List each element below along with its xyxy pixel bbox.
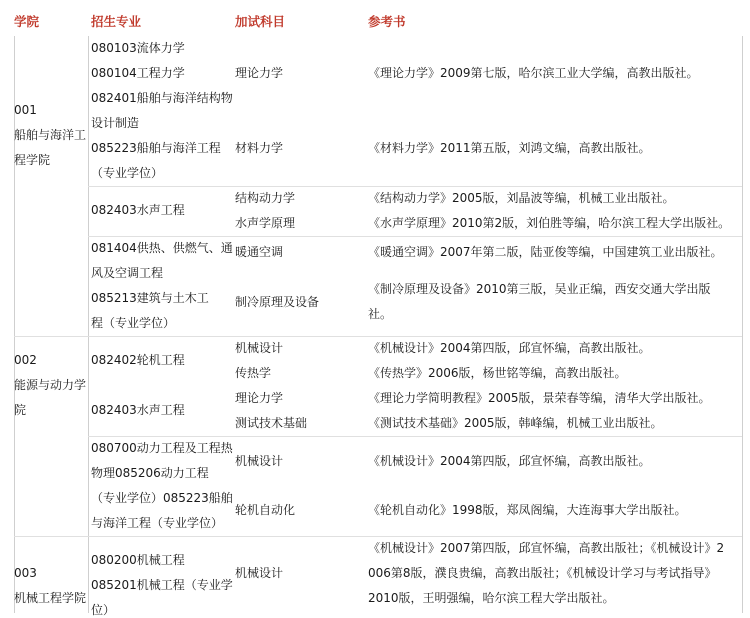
major-cell: 设计制造 bbox=[91, 116, 140, 130]
major-cell: 085201机械工程（专业学 bbox=[91, 578, 233, 592]
reference-book-cell: 《机械设计》2007第四版，邱宣怀编，高教出版社；《机械设计》2 bbox=[368, 541, 725, 555]
extra-subject-cell: 水声学原理 bbox=[235, 216, 296, 230]
reference-book-cell: 社。 bbox=[368, 307, 393, 321]
major-cell: 位） bbox=[91, 603, 116, 617]
reference-book-cell: 《水声学原理》2010第2版，刘伯胜等编，哈尔滨工程大学出版社。 bbox=[368, 216, 731, 230]
row-divider bbox=[88, 236, 742, 237]
extra-subject-cell: 轮机自动化 bbox=[235, 503, 296, 517]
extra-subject-cell: 机械设计 bbox=[235, 341, 284, 355]
college-cell: 001 bbox=[14, 103, 37, 117]
major-cell: 080700动力工程及工程热 bbox=[91, 441, 233, 455]
college-cell: 院 bbox=[14, 403, 27, 417]
extra-subject-cell: 机械设计 bbox=[235, 566, 284, 580]
table-border bbox=[742, 36, 743, 613]
reference-book-cell: 《暖通空调》2007年第二版，陆亚俊等编，中国建筑工业出版社。 bbox=[368, 245, 723, 259]
major-cell: 物理085206动力工程 bbox=[91, 466, 209, 480]
major-cell: 082403水声工程 bbox=[91, 403, 185, 417]
extra-subject-cell: 理论力学 bbox=[235, 391, 284, 405]
major-cell: 081404供热、供燃气、通 bbox=[91, 241, 233, 255]
reference-book-cell: 《机械设计》2004第四版，邱宣怀编，高教出版社。 bbox=[368, 341, 651, 355]
major-cell: 082403水声工程 bbox=[91, 203, 185, 217]
reference-book-cell: 《理论力学》2009第七版，哈尔滨工业大学编，高教出版社。 bbox=[368, 66, 699, 80]
major-cell: 085223船舶与海洋工程 bbox=[91, 141, 221, 155]
extra-subject-cell: 机械设计 bbox=[235, 454, 284, 468]
college-cell: 002 bbox=[14, 353, 37, 367]
table-border bbox=[88, 36, 89, 613]
extra-subject-cell: 测试技术基础 bbox=[235, 416, 308, 430]
extra-subject-cell: 结构动力学 bbox=[235, 191, 296, 205]
college-cell: 船舶与海洋工 bbox=[14, 128, 87, 142]
extra-subject-cell: 传热学 bbox=[235, 366, 272, 380]
header-reference-books: 参考书 bbox=[368, 14, 406, 29]
extra-subject-cell: 理论力学 bbox=[235, 66, 284, 80]
reference-book-cell: 006第8版，濮良贵编，高教出版社；《机械设计学习与考试指导》 bbox=[368, 566, 717, 580]
reference-book-cell: 《测试技术基础》2005版，韩峰编，机械工业出版社。 bbox=[368, 416, 663, 430]
major-cell: 085213建筑与土木工 bbox=[91, 291, 209, 305]
reference-book-cell: 《机械设计》2004第四版，邱宣怀编，高教出版社。 bbox=[368, 454, 651, 468]
header-major: 招生专业 bbox=[91, 14, 142, 29]
major-cell: 风及空调工程 bbox=[91, 266, 164, 280]
row-divider bbox=[88, 436, 742, 437]
reference-book-cell: 2010版，王明强编，哈尔滨工程大学出版社。 bbox=[368, 591, 615, 605]
extra-subject-cell: 材料力学 bbox=[235, 141, 284, 155]
college-cell: 机械工程学院 bbox=[14, 591, 87, 605]
major-cell: 082402轮机工程 bbox=[91, 353, 185, 367]
header-extra-subject: 加试科目 bbox=[235, 14, 286, 29]
row-divider bbox=[14, 536, 742, 537]
college-cell: 程学院 bbox=[14, 153, 51, 167]
major-cell: 与海洋工程（专业学位） bbox=[91, 516, 224, 530]
major-cell: 080200机械工程 bbox=[91, 553, 185, 567]
reference-book-cell: 《轮机自动化》1998版，郑凤阁编，大连海事大学出版社。 bbox=[368, 503, 687, 517]
major-cell: （专业学位） bbox=[91, 166, 164, 180]
reference-book-cell: 《理论力学简明教程》2005版，景荣春等编，清华大学出版社。 bbox=[368, 391, 711, 405]
row-divider bbox=[88, 186, 742, 187]
extra-subject-cell: 暖通空调 bbox=[235, 245, 284, 259]
major-cell: （专业学位）085223船舶 bbox=[91, 491, 233, 505]
reference-book-cell: 《传热学》2006版，杨世铭等编，高教出版社。 bbox=[368, 366, 627, 380]
college-cell: 003 bbox=[14, 566, 37, 580]
major-cell: 082401船舶与海洋结构物 bbox=[91, 91, 233, 105]
major-cell: 080103流体力学 bbox=[91, 41, 185, 55]
college-cell: 能源与动力学 bbox=[14, 378, 87, 392]
reference-book-cell: 《材料力学》2011第五版，刘鸿文编，高教出版社。 bbox=[368, 141, 651, 155]
header-college: 学院 bbox=[14, 14, 40, 29]
extra-subject-cell: 制冷原理及设备 bbox=[235, 295, 320, 309]
major-cell: 程（专业学位） bbox=[91, 316, 176, 330]
table-border bbox=[14, 36, 15, 613]
reference-book-cell: 《结构动力学》2005版，刘晶波等编，机械工业出版社。 bbox=[368, 191, 675, 205]
row-divider bbox=[14, 336, 742, 337]
reference-book-cell: 《制冷原理及设备》2010第三版，吴业正编，西安交通大学出版 bbox=[368, 282, 711, 296]
major-cell: 080104工程力学 bbox=[91, 66, 185, 80]
